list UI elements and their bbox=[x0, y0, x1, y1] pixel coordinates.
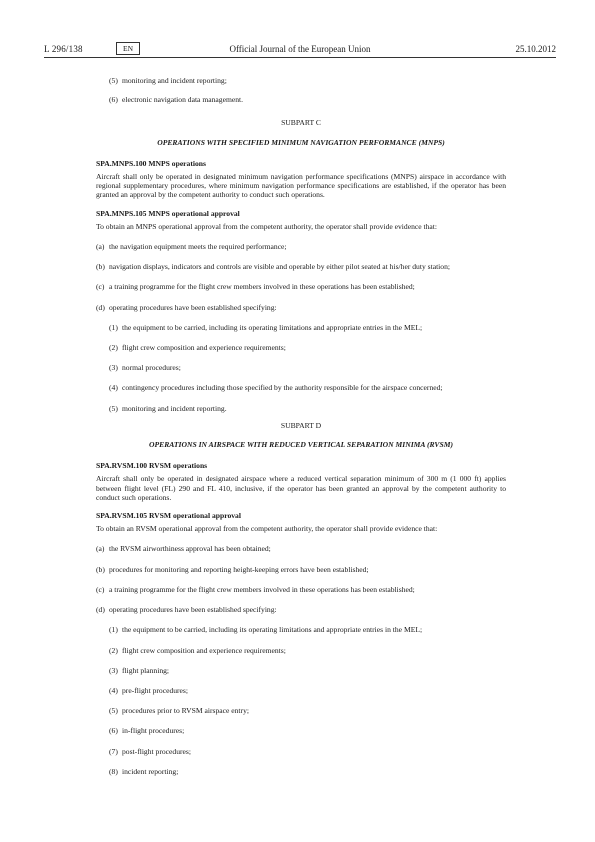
list-item: (b) navigation displays, indicators and controls are visible and operable by either pilot seated at his/her duty station; bbox=[96, 262, 450, 272]
sub-list-item: (6) in-flight procedures; bbox=[109, 726, 185, 736]
list-item: (a) the navigation equipment meets the required performance; bbox=[96, 242, 287, 252]
subpart-label: SUBPART D bbox=[280, 420, 322, 430]
subpart-label: SUBPART C bbox=[281, 118, 321, 128]
header-rule bbox=[44, 57, 556, 58]
sub-list-item: (5) procedures prior to RVSM airspace entry; bbox=[109, 706, 249, 716]
sub-list-item: (1) the equipment to be carried, including its operating limitations and appropriate entries in the MEL; bbox=[109, 625, 423, 635]
list-item: (6) electronic navigation data management. bbox=[109, 95, 244, 105]
sub-list-item: (3) flight planning; bbox=[109, 665, 170, 675]
section-heading: SPA.RVSM.105 RVSM operational approval bbox=[96, 511, 241, 521]
document-body bbox=[96, 76, 506, 776]
journal-title: Official Journal of the European Union bbox=[229, 44, 371, 54]
page-header bbox=[44, 42, 556, 58]
list-item: (d) operating procedures have been established specifying: bbox=[96, 605, 277, 615]
section-heading: SPA.RVSM.100 RVSM operations bbox=[96, 461, 208, 471]
section-heading: SPA.MNPS.105 MNPS operational approval bbox=[96, 208, 240, 218]
list-item: (d) operating procedures have been established specifying: bbox=[96, 302, 277, 312]
sub-list-item: (4) pre-flight procedures; bbox=[109, 685, 188, 695]
page-reference: L 296/138 bbox=[44, 44, 83, 54]
publication-date: 25.10.2012 bbox=[515, 44, 556, 54]
list-item: (c) a training programme for the flight crew members involved in these operations has been established; bbox=[96, 584, 415, 594]
language-badge: EN bbox=[116, 42, 140, 55]
subpart-title: OPERATIONS WITH SPECIFIED MINIMUM NAVIGATION PERFORMANCE (MNPS) bbox=[157, 137, 445, 147]
paragraph: Aircraft shall only be operated in designated airspace where a reduced vertical separation minimum of 300 m (1 000 ft) applies between flight level (FL) 290 and FL 410, inclusive, if the operator has been granted an approval by the competent authority to conduct such operations. bbox=[96, 474, 506, 502]
list-item: (b) procedures for monitoring and reporting height-keeping errors have been established; bbox=[96, 564, 369, 574]
sub-list-item: (2) flight crew composition and experience requirements; bbox=[109, 343, 286, 353]
list-item: (a) the RVSM airworthiness approval has been obtained; bbox=[96, 544, 271, 554]
section-heading: SPA.MNPS.100 MNPS operations bbox=[96, 158, 206, 168]
paragraph: To obtain an RVSM operational approval from the competent authority, the operator shall provide evidence that: bbox=[96, 524, 438, 534]
list-item: (5) monitoring and incident reporting; bbox=[109, 76, 227, 85]
sub-list-item: (4) contingency procedures including those specified by the authority responsible for the airspace concerned; bbox=[109, 383, 443, 393]
sub-list-item: (1) the equipment to be carried, including its operating limitations and appropriate entries in the MEL; bbox=[109, 322, 423, 332]
sub-list-item: (5) monitoring and incident reporting. bbox=[109, 403, 227, 413]
sub-list-item: (8) incident reporting; bbox=[109, 766, 179, 776]
sub-list-item: (3) normal procedures; bbox=[109, 363, 181, 373]
sub-list-item: (2) flight crew composition and experience requirements; bbox=[109, 645, 286, 655]
subpart-title: OPERATIONS IN AIRSPACE WITH REDUCED VERTICAL SEPARATION MINIMA (RVSM) bbox=[149, 440, 453, 450]
list-item: (c) a training programme for the flight crew members involved in these operations has been established; bbox=[96, 282, 415, 292]
paragraph: Aircraft shall only be operated in designated minimum navigation performance specifications (MNPS) airspace in accordance with regional supplementary procedures, where minimum navigation performance specifications are established, if the operator has been granted an approval by the competent authority to conduct such operations. bbox=[96, 172, 506, 200]
sub-list-item: (7) post-flight procedures; bbox=[109, 746, 191, 756]
paragraph: To obtain an MNPS operational approval from the competent authority, the operator shall provide evidence that: bbox=[96, 221, 438, 231]
